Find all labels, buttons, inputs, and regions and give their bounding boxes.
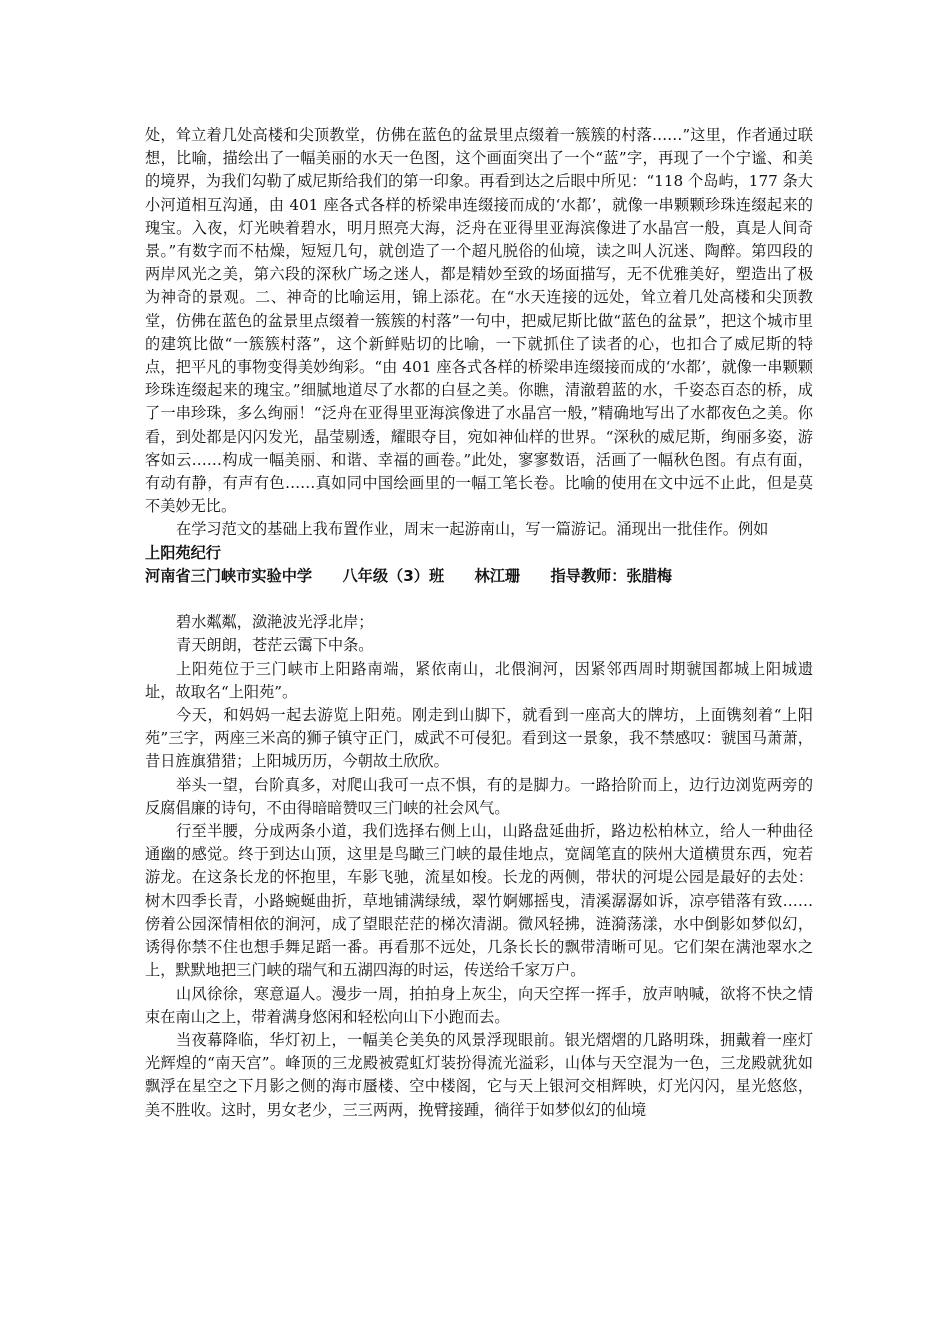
poem-line: 碧水粼粼，潋滟波光浮北岸； xyxy=(176,613,374,632)
essay-paragraph: 举头一望，台阶真多，对爬山我可一点不惧，有的是脚力。一路拾阶而上，边行边浏览两旁的反腐倡廉的诗句，不由得暗暗赞叹三门峡的社会风气。 xyxy=(145,775,813,817)
assignment-paragraph: 在学习范文的基础上我布置作业，周末一起游南山，写一篇游记。涌现出一批佳作。例如 xyxy=(176,520,769,539)
essay-paragraph: 行至半腰，分成两条小道，我们选择右侧上山，山路盘延曲折，路边松柏林立，给人一种曲径通幽的感觉。终于到达山顶，这里是鸟瞰三门峡的最佳地点，宽阔笔直的陕州大道横贯东西，宛若游龙。在这条长龙的怀抱里，车影飞驰，流星如梭。长龙的两侧，带状的河堤公园是最好的去处：树木四季长青，小路蜿蜒曲折，草地铺满绿绒，翠竹婀娜摇曳，清溪潺潺如诉，凉亭错落有致…… 傍着公园深情相依的涧河，成了望眼茫茫的梯次清湖。微风轻拂，涟漪荡漾，水中倒影如梦似幻，诱得你禁不住也想手舞足蹈一番。再看那不远处，几条长长的飘带清晰可见。它们架在满池翠水之上，默默地把三门峡的瑞气和五湖四海的时运，传送给千家万户。 xyxy=(145,822,813,980)
intro-paragraph: 处，耸立着几处高楼和尖顶教堂，仿佛在蓝色的盆景里点缀着一簇簇的村落……”这里，作者通过联想，比喻，描绘出了一幅美丽的水天一色图，这个画面突出了一个“蓝”字，再现了一个宁谧、和美的境界，为我们勾勒了威尼斯给我们的第一印象。再看到达之后眼中所见：“118 个岛屿，177 条大小河道相互沟通，由 401 座各式各样的桥梁串连缀接而成的‘水都’，就像一串颗颗珍珠连缀起来的瑰宝。入夜，灯光映着碧水，明月照亮大海，泛舟在亚得里亚海滨像进了水晶宫一般，真是人间奇景。”有数字而不枯燥，短短几句，就创造了一个超凡脱俗的仙境，读之叫人沉迷、陶醉。第四段的两岸风光之美，第六段的深秋广场之迷人，都是精妙至致的场面描写，无不优雅美好，塑造出了极为神奇的景观。二、神奇的比喻运用，锦上添花。在“水天连接的远处，耸立着几处高楼和尖顶教堂，仿佛在蓝色的盆景里点缀着一簇簇的村落”一句中，把威尼斯比做“蓝色的盆景”，把这个城市里的建筑比做“一簇簇村落”，这个新鲜贴切的比喻，一下就抓住了读者的心，也扣合了威尼斯的特点，把平凡的事物变得美妙绚彩。“由 401 座各式各样的桥梁串连缀接而成的‘水都’，就像一串颗颗珍珠连缀起来的瑰宝。”细腻地道尽了水都的白昼之美。你瞧，清澈碧蓝的水，千姿态百态的桥，成了一串珍珠，多么绚丽！“泛舟在亚得里亚海滨像进了水晶宫一般，”精确地写出了水都夜色之美。你看，到处都是闪闪发光，晶莹剔透，耀眼夺目，宛如神仙样的世界。“深秋的威尼斯，绚丽多姿，游客如云……构成一幅美丽、和谐、幸福的画卷。”此处，寥寥数语，活画了一幅秋色图。有点有面，有动有静，有声有色……真如同中国绘画里的一幅工笔长卷。比喻的使用在文中远不止此，但是莫不美妙无比。 xyxy=(145,126,813,516)
essay-paragraph: 当夜幕降临，华灯初上，一幅美仑美奂的风景浮现眼前。银光熠熠的几路明珠，拥戴着一座灯光辉煌的“南天宫”。峰顶的三龙殿被霓虹灯装扮得流光溢彩，山体与天空混为一色，三龙殿就犹如飘浮在星空之下月影之侧的海市蜃楼、空中楼阁，它与天上银河交相辉映，灯光闪闪，星光悠悠，美不胜收。这时，男女老少，三三两两，挽臂接踵，徜徉于如梦似幻的仙境 xyxy=(145,1030,813,1119)
essay-paragraph: 今天，和妈妈一起去游览上阳苑。刚走到山脚下，就看到一座高大的牌坊，上面镌刻着“上阳苑”三字，两座三米高的狮子镇守正门，威武不可侵犯。看到这一景象，我不禁感叹：虢国马萧萧，昔日旌旗猎猎；上阳城历历，今朝故土欣欣。 xyxy=(145,706,813,771)
essay-paragraph: 上阳苑位于三门峡市上阳路南端，紧依南山，北偎涧河，因紧邻西周时期虢国都城上阳城遗址，故取名“上阳苑”。 xyxy=(145,659,813,701)
document-page xyxy=(145,124,813,1122)
essay-byline: 河南省三门峡市实验中学 八年级（3）班 林江珊 指导教师：张腊梅 xyxy=(145,566,672,585)
blank-line xyxy=(145,588,813,611)
essay-paragraph: 山风徐徐，寒意逼人。漫步一周，拍拍身上灰尘，向天空挥一挥手，放声呐喊，欲将不快之情束在南山之上，带着满身悠闲和轻松向山下小跑而去。 xyxy=(145,984,813,1026)
poem-line: 青天朗朗，苍茫云霭下中条。 xyxy=(176,636,374,655)
essay-title: 上阳苑纪行 xyxy=(145,543,221,562)
